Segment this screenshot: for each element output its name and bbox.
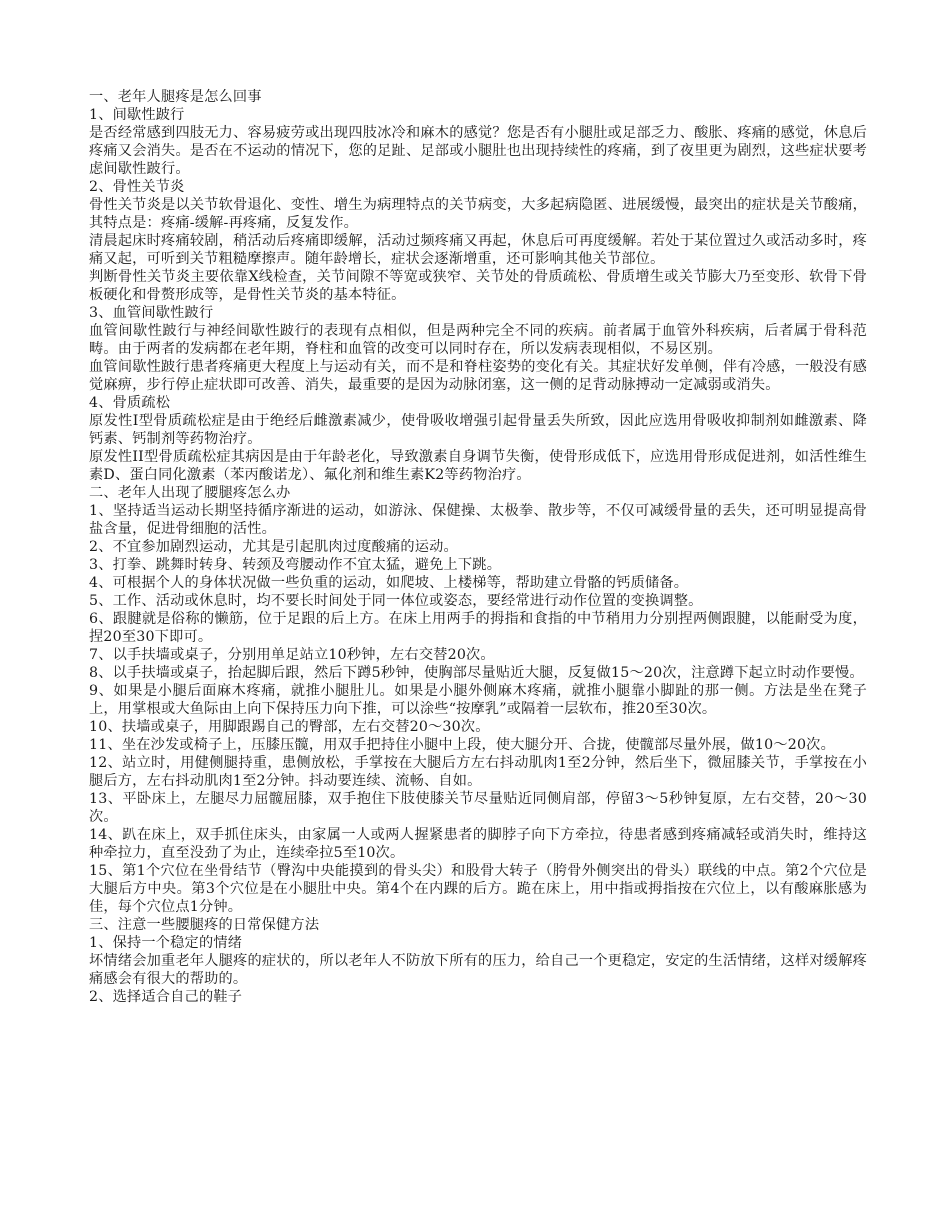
list-item: 8、以手扶墙或桌子，抬起脚后跟，然后下蹲5秒钟，使胸部尽量贴近大腿，反复做15～20次，注意蹲下起立时动作要慢。 — [89, 665, 864, 681]
list-item: 11、坐在沙发或椅子上，压膝压髋，用双手把持住小腿中上段，使大腿分开、合拢，使髋部尽量外展，做10～20次。 — [89, 737, 835, 753]
body-paragraph: 清晨起床时疼痛较剧，稍活动后疼痛即缓解，活动过频疼痛又再起，休息后可再度缓解。若处于某位置过久或活动多时，疼痛又起，可听到关节粗糙摩擦声。随年龄增长，症状会逐渐增重，还可影响其他关节部位。 — [89, 233, 867, 267]
list-item: 6、跟腱就是俗称的懒筋，位于足跟的后上方。在床上用两手的拇指和食指的中节稍用力分别捏两侧跟腱，以能耐受为度，捏20至30下即可。 — [89, 611, 867, 645]
list-item: 4、可根据个人的身体状况做一些负重的运动，如爬坡、上楼梯等，帮助建立骨骼的钙质储备。 — [89, 575, 689, 591]
body-paragraph: 原发性II型骨质疏松症其病因是由于年龄老化，导致激素自身调节失衡，使骨形成低下，应选用骨形成促进剂，如活性维生素D、蛋白同化激素（苯丙酸诺龙）、氟化剂和维生素K2等药物治疗。 — [89, 449, 867, 483]
body-paragraph: 是否经常感到四肢无力、容易疲劳或出现四肢冰冷和麻木的感觉？您是否有小腿肚或足部乏力、酸胀、疼痛的感觉，休息后疼痛又会消失。是否在不运动的情况下，您的足趾、足部或小腿肚也出现持续性的疼痛，到了夜里更为剧烈，这些症状要考虑间歇性跛行。 — [89, 125, 867, 177]
list-item: 14、趴在床上，双手抓住床头，由家属一人或两人握紧患者的脚脖子向下方牵拉，待患者感到疼痛减轻或消失时，维持这种牵拉力，直至没劲了为止，连续牵拉5至10次。 — [89, 827, 867, 861]
subsection-heading: 2、选择适合自己的鞋子 — [89, 989, 243, 1005]
subsection-heading: 1、间歇性跛行 — [89, 107, 185, 123]
list-item: 1、坚持适当运动长期坚持循序渐进的运动，如游泳、保健操、太极拳、散步等，不仅可减缓骨量的丢失，还可明显提高骨盐含量，促进骨细胞的活性。 — [89, 503, 867, 537]
list-item: 15、第1个穴位在坐骨结节（臀沟中央能摸到的骨头尖）和股骨大转子（胯骨外侧突出的骨头）联线的中点。第2个穴位是大腿后方中央。第3个穴位是在小腿肚中央。第4个在内踝的后方。跪在床上，用中指或拇指按在穴位上，以有酸麻胀感为佳，每个穴位点1分钟。 — [89, 863, 867, 915]
list-item: 12、站立时，用健侧腿持重，患侧放松，手掌按在大腿后方左右抖动肌肉1至2分钟，然后坐下，微屈膝关节，手掌按在小腿后方，左右抖动肌肉1至2分钟。抖动要连续、流畅、自如。 — [89, 755, 867, 789]
subsection-heading: 4、骨质疏松 — [89, 395, 171, 411]
body-paragraph: 原发性I型骨质疏松症是由于绝经后雌激素减少，使骨吸收增强引起骨量丢失所致，因此应选用骨吸收抑制剂如雌激素、降钙素、钙制剂等药物治疗。 — [89, 413, 867, 447]
subsection-heading: 1、保持一个稳定的情绪 — [89, 935, 243, 951]
section-heading: 一、老年人腿疼是怎么回事 — [89, 89, 262, 105]
list-item: 3、打拳、跳舞时转身、转颈及弯腰动作不宜太猛，避免上下跳。 — [89, 557, 502, 573]
list-item: 10、扶墙或桌子，用脚跟踢自己的臀部，左右交替20～30次。 — [89, 719, 490, 735]
list-item: 13、平卧床上，左腿尽力屈髋屈膝，双手抱住下肢使膝关节尽量贴近同侧肩部，停留3～5秒钟复原，左右交替，20～30次。 — [89, 791, 867, 825]
body-paragraph: 判断骨性关节炎主要依靠X线检查，关节间隙不等宽或狭窄、关节处的骨质疏松、骨质增生或关节膨大乃至变形、软骨下骨板硬化和骨赘形成等，是骨性关节炎的基本特征。 — [89, 269, 867, 303]
document-body — [89, 88, 867, 1006]
body-paragraph: 血管间歇性跛行患者疼痛更大程度上与运动有关，而不是和脊柱姿势的变化有关。其症状好发单侧，伴有冷感，一般没有感觉麻痹，步行停止症状即可改善、消失，最重要的是因为动脉闭塞，这一侧的足背动脉搏动一定减弱或消失。 — [89, 359, 867, 393]
list-item: 7、以手扶墙或桌子，分别用单足站立10秒钟，左右交替20次。 — [89, 647, 495, 663]
list-item: 5、工作、活动或休息时，均不要长时间处于同一体位或姿态，要经常进行动作位置的变换调整。 — [89, 593, 703, 609]
body-paragraph: 血管间歇性跛行与神经间歇性跛行的表现有点相似，但是两种完全不同的疾病。前者属于血管外科疾病，后者属于骨科范畴。由于两者的发病都在老年期，脊柱和血管的改变可以同时存在，所以发病表现相似，不易区别。 — [89, 323, 867, 357]
body-paragraph: 坏情绪会加重老年人腿疼的症状的，所以老年人不防放下所有的压力，给自己一个更稳定，安定的生活情绪，这样对缓解疼痛感会有很大的帮助的。 — [89, 953, 867, 987]
section-heading: 三、注意一些腰腿疼的日常保健方法 — [89, 917, 320, 933]
subsection-heading: 3、血管间歇性跛行 — [89, 305, 214, 321]
list-item: 2、不宜参加剧烈运动，尤其是引起肌肉过度酸痛的运动。 — [89, 539, 458, 555]
subsection-heading: 2、骨性关节炎 — [89, 179, 185, 195]
body-paragraph: 骨性关节炎是以关节软骨退化、变性、增生为病理特点的关节病变，大多起病隐匿、进展缓慢，最突出的症状是关节酸痛，其特点是：疼痛-缓解-再疼痛，反复发作。 — [89, 197, 867, 231]
list-item: 9、如果是小腿后面麻木疼痛，就推小腿肚儿。如果是小腿外侧麻木疼痛，就推小腿靠小脚趾的那一侧。方法是坐在凳子上，用掌根或大鱼际由上向下保持压力向下推，可以涂些“按摩乳”或隔着一层软布，推20至30次。 — [89, 683, 867, 717]
section-heading: 二、老年人出现了腰腿疼怎么办 — [89, 485, 291, 501]
